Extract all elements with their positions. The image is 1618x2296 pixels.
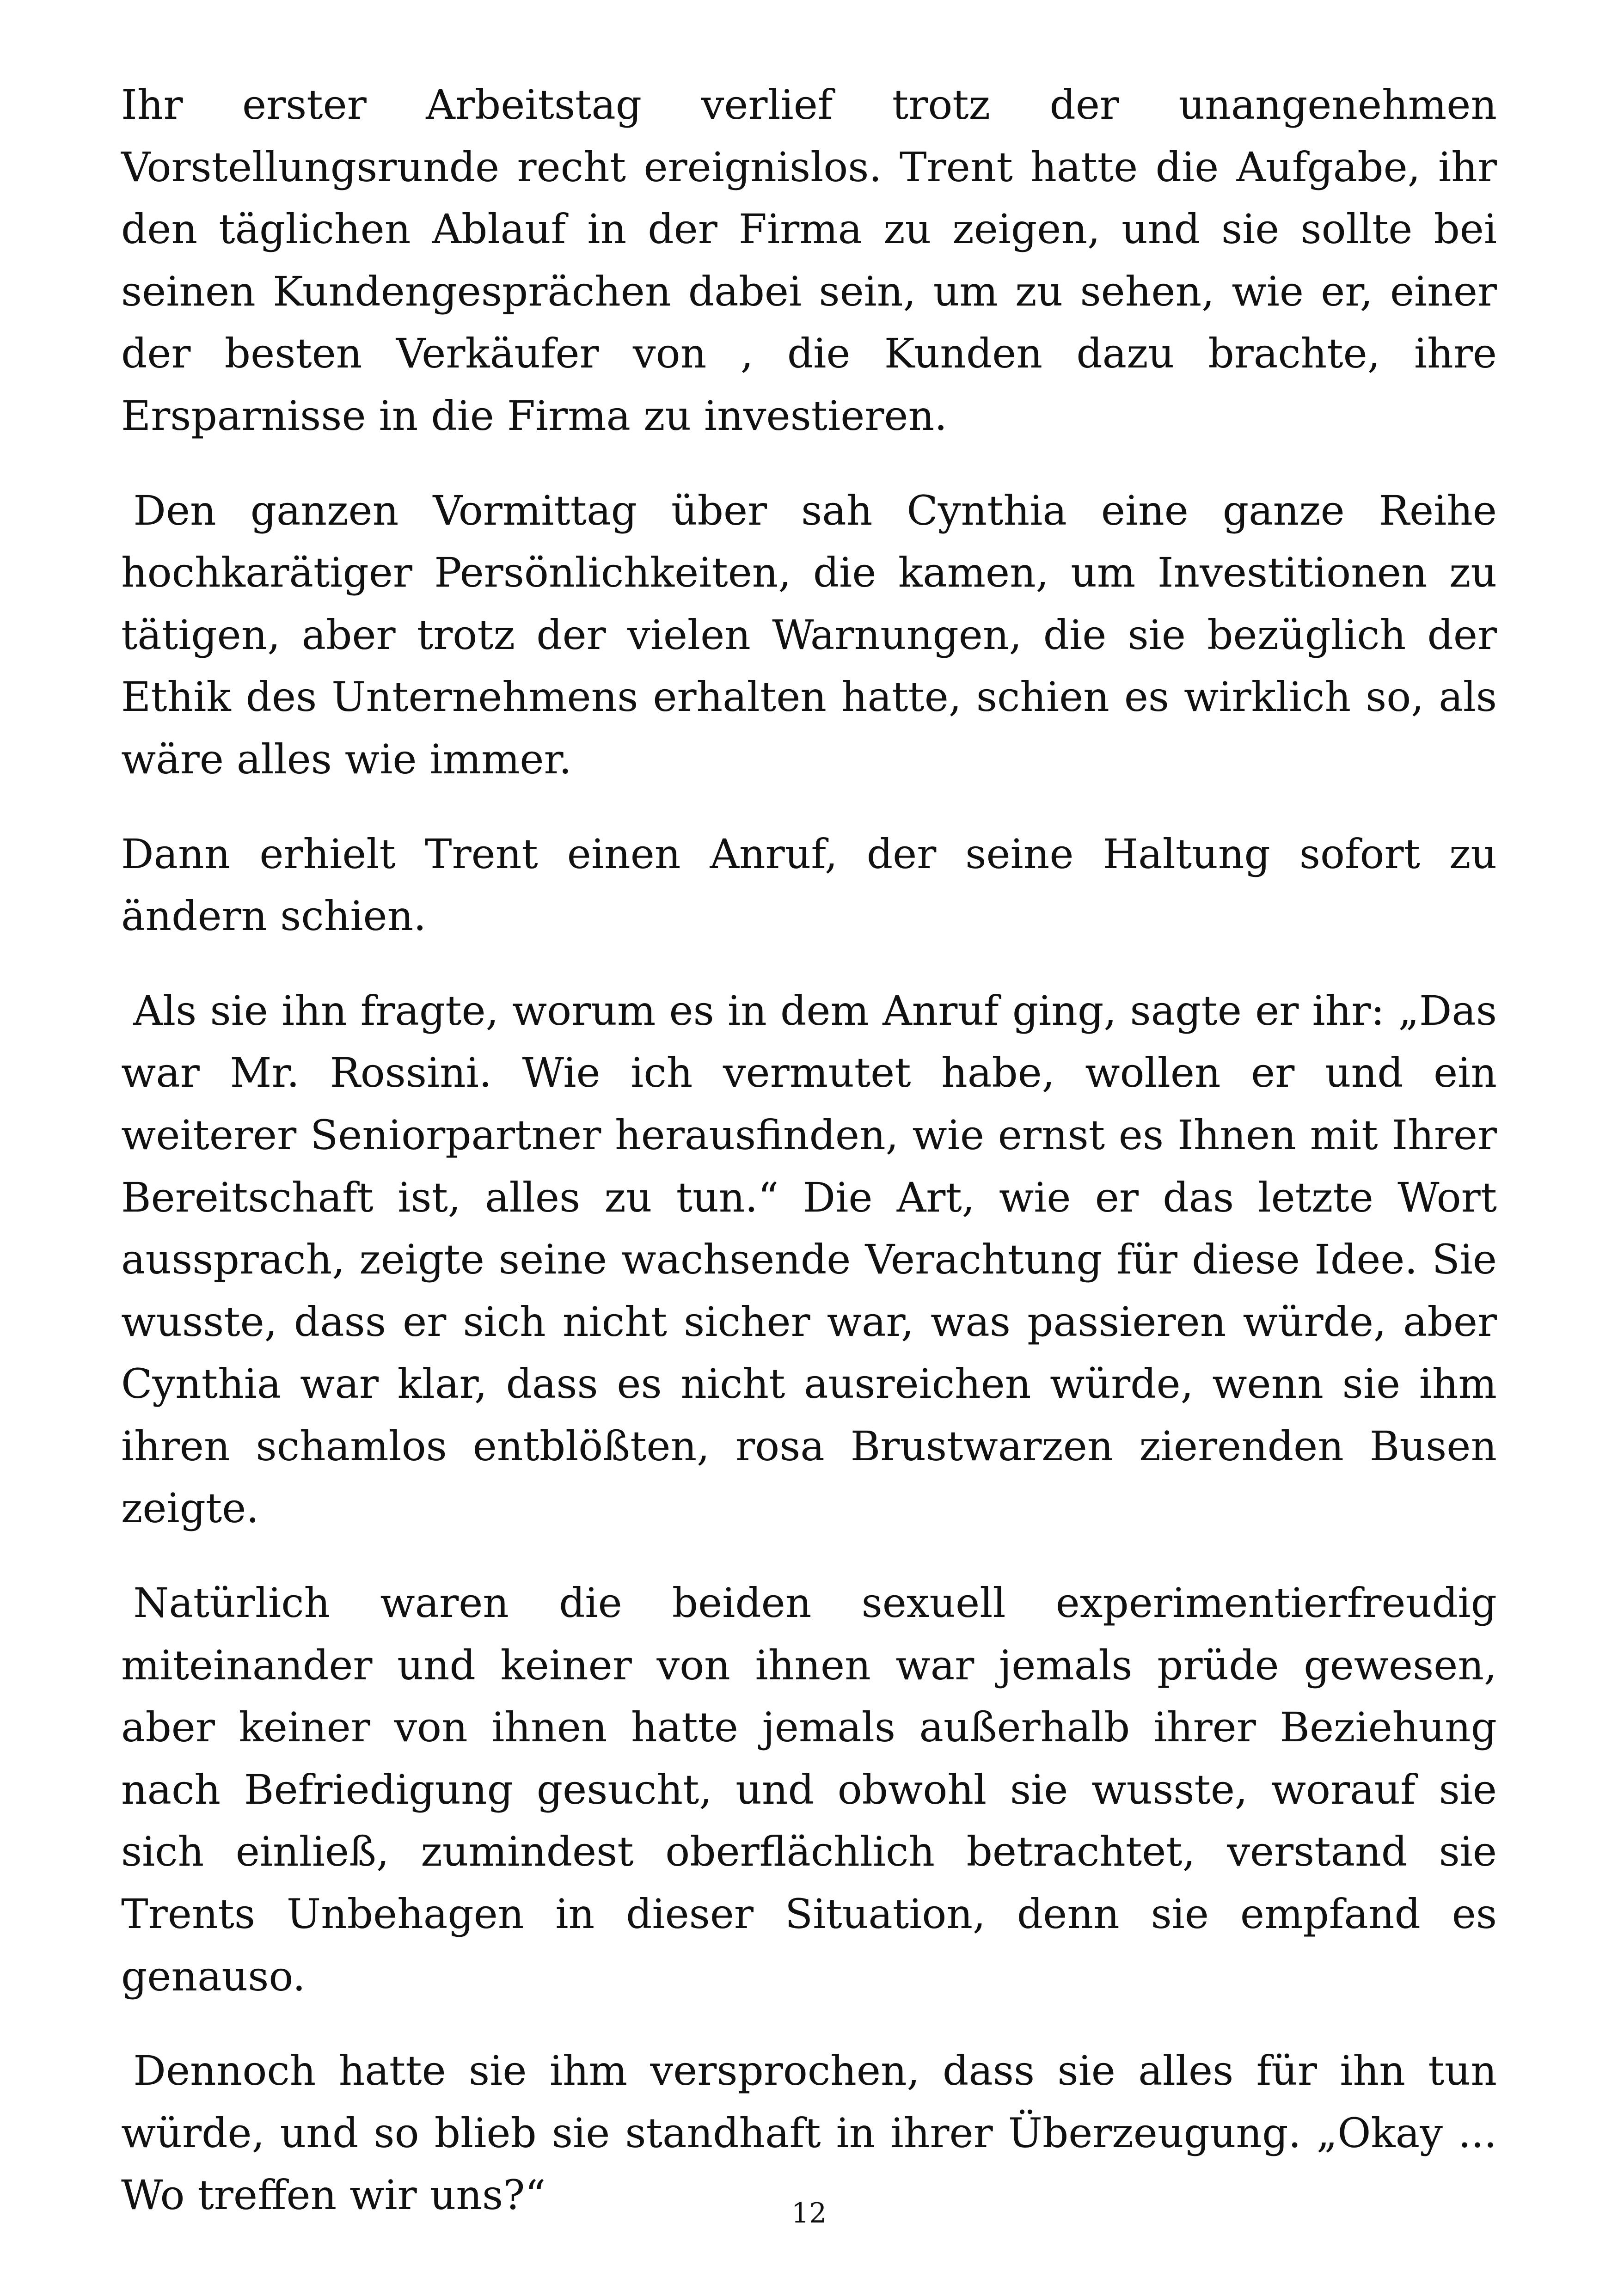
paragraph-5: Natürlich waren die beiden sexuell experimentierfreudig miteinander und keiner von ihnen war jemals prüde gewesen, aber keiner von ihnen hatte jemals außerhalb ihrer Beziehung nach Befriedigung gesucht, und obwohl sie wusste, worauf sie sich einließ, zumindest oberflächlich betrachtet, verstand sie Trents Unbehagen in dieser Situation, denn sie empfand es genauso.: [121, 1579, 1497, 2000]
paragraph-2: Den ganzen Vormittag über sah Cynthia eine ganze Reihe hochkarätiger Persönlichkeiten, die kamen, um Investitionen zu tätigen, aber trotz der vielen Warnungen, die sie bezüglich der Ethik des Unternehmens erhalten hatte, schien es wirklich so, als wäre alles wie immer.: [121, 486, 1497, 783]
paragraph-1: Ihr erster Arbeitstag verlief trotz der unangenehmen Vorstellungsrunde recht ereignislos. Trent hatte die Aufgabe, ihr den täglichen Ablauf in der Firma zu zeigen, und sie sollte bei seinen Kundengesprächen dabei sein, um zu sehen, wie er, einer der besten Verkäufer von , die Kunden dazu brachte, ihre Ersparnisse in die Firma zu investieren.: [121, 81, 1497, 440]
page-number: 12: [791, 2197, 827, 2229]
body-text: [121, 74, 1497, 2259]
paragraph-4: Als sie ihn fragte, worum es in dem Anruf ging, sagte er ihr: „Das war Mr. Rossini. Wie ich vermutet habe, wollen er und ein weiterer Seniorpartner herausfinden, wie ernst es Ihnen mit Ihrer Bereitschaft ist, alles zu tun.“ Die Art, wie er das letzte Wort aussprach, zeigte seine wachsende Verachtung für diese Idee. Sie wusste, dass er sich nicht sicher war, was passieren würde, aber Cynthia war klar, dass es nicht ausreichen würde, wenn sie ihm ihren schamlos entblößten, rosa Brustwarzen zierenden Busen zeigte.: [121, 986, 1497, 1532]
paragraph-6: Dennoch hatte sie ihm versprochen, dass sie alles für ihn tun würde, und so blieb sie standhaft in ihrer Überzeugung. „Okay ... Wo treffen wir uns?“: [121, 2047, 1497, 2219]
paragraph-3: Dann erhielt Trent einen Anruf, der seine Haltung sofort zu ändern schien.: [121, 830, 1497, 940]
